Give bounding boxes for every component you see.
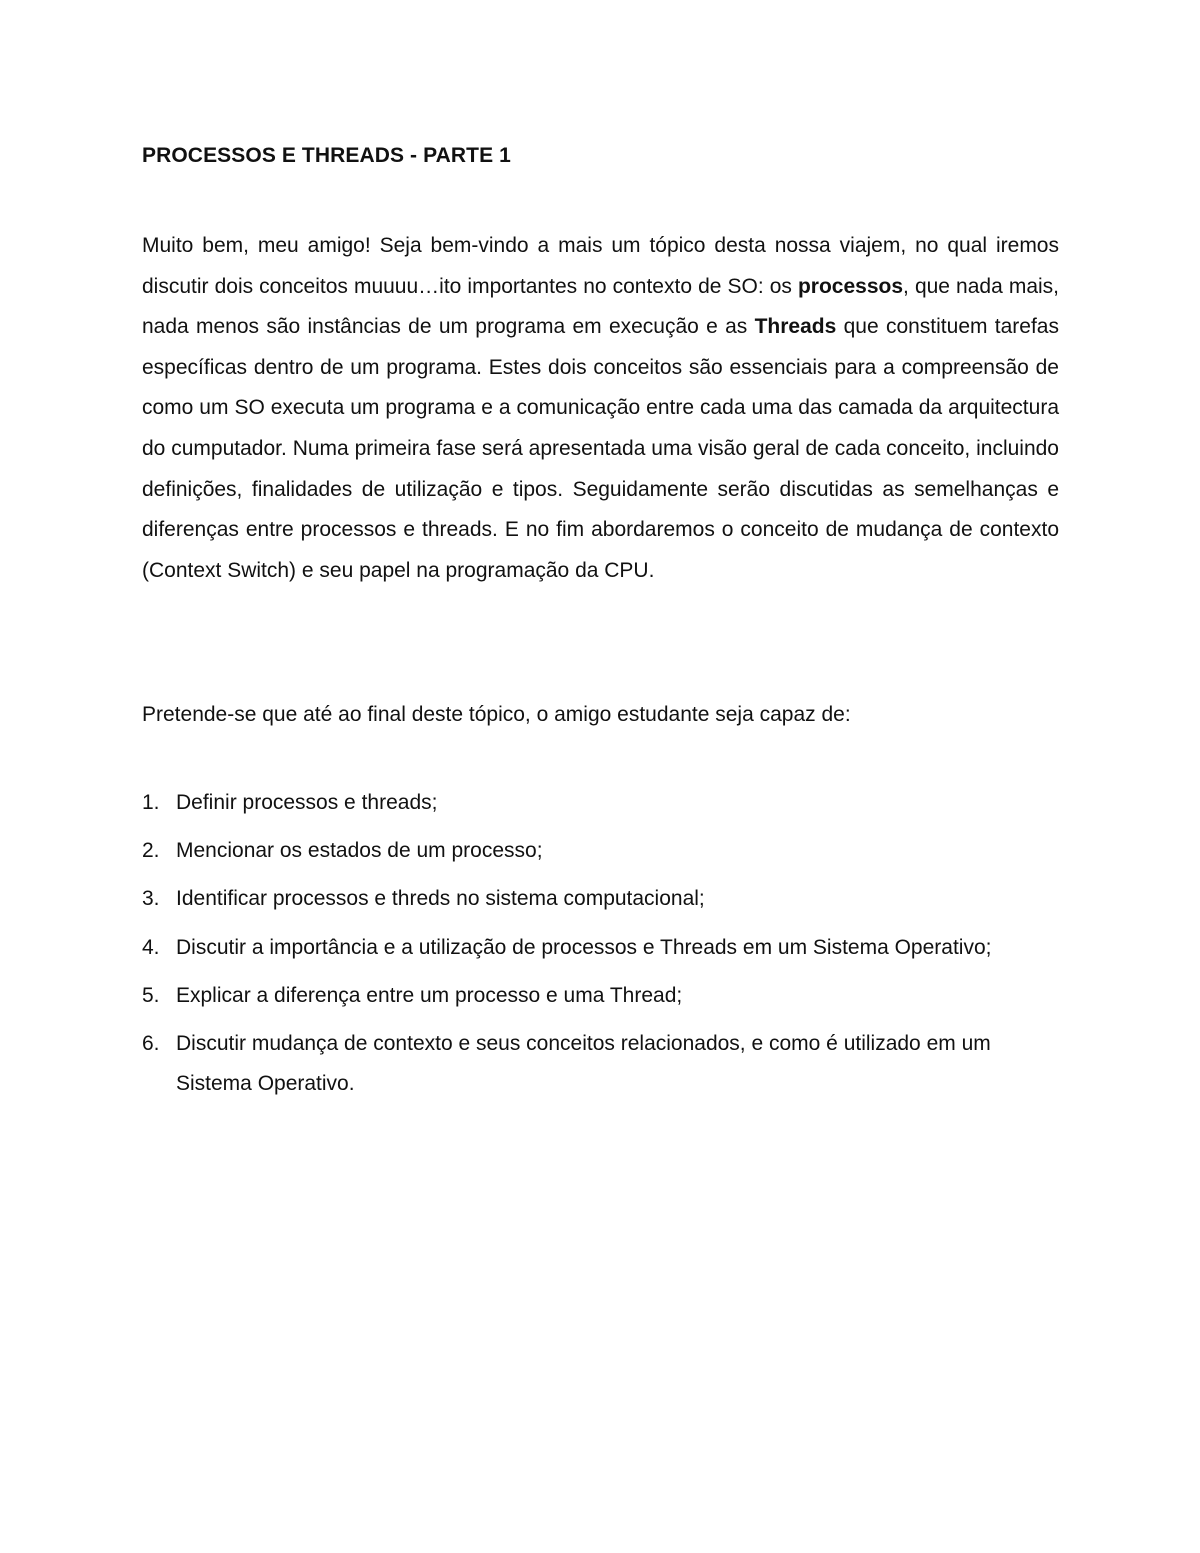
intro-text-part1: Muito bem, meu amigo! Seja bem-vindo a mais um tópico desta nossa viajem, no qual iremos discutir dois conceitos muuuu…ito importantes no contexto de SO: os <box>142 234 1059 298</box>
list-item <box>142 928 1059 968</box>
list-item-text: Discutir mudança de contexto e seus conceitos relacionados, e como é utilizado em um Sistema Operativo. <box>176 1032 991 1096</box>
intro-text-part3: que constituem tarefas específicas dentro de um programa. Estes dois conceitos são essenciais para a compreensão de como um SO executa um programa e a comunicação entre cada uma das camada da arquitectura do cumputador. Numa primeira fase será apresentada uma visão geral de cada conceito, incluindo definições, finalidades de utilização e tipos. Seguidamente serão discutidas as semelhanças e diferenças entre processos e threads. E no fim abordaremos o conceito de mudança de contexto (Context Switch) e seu papel na programação da CPU. <box>142 315 1059 582</box>
document-title: PROCESSOS E THREADS - PARTE 1 <box>142 144 511 167</box>
list-item-text: Explicar a diferença entre um processo e uma Thread; <box>176 983 683 1007</box>
list-item <box>142 783 1059 823</box>
intro-text-part2: , que nada mais, nada menos são instâncias de um programa em execução e as <box>142 274 1060 339</box>
intro-bold-processos: processos <box>797 274 904 298</box>
list-item <box>142 831 1059 871</box>
list-item-number: 2. <box>142 839 160 863</box>
list-item-text: Definir processos e threads; <box>176 791 438 814</box>
list-item-text: Discutir a importância e a utilização de processos e Threads em um Sistema Operativo; <box>176 935 992 959</box>
list-item-number: 3. <box>142 887 160 911</box>
objective-sentence: Pretende-se que até ao final deste tópico, o amigo estudante seja capaz de: <box>142 703 851 726</box>
list-item-number: 1. <box>142 791 160 814</box>
intro-paragraph <box>142 226 1059 591</box>
list-item-number: 6. <box>142 1032 160 1056</box>
list-item <box>142 879 1059 919</box>
list-item-number: 4. <box>142 935 160 959</box>
list-item <box>142 1024 1059 1104</box>
intro-bold-threads: Threads <box>754 315 837 339</box>
list-item-text: Mencionar os estados de um processo; <box>176 839 543 863</box>
list-item-number: 5. <box>142 983 160 1007</box>
goals-list <box>142 783 1059 1112</box>
list-item <box>142 976 1059 1016</box>
list-item-text: Identificar processos e threds no sistema computacional; <box>176 887 705 911</box>
